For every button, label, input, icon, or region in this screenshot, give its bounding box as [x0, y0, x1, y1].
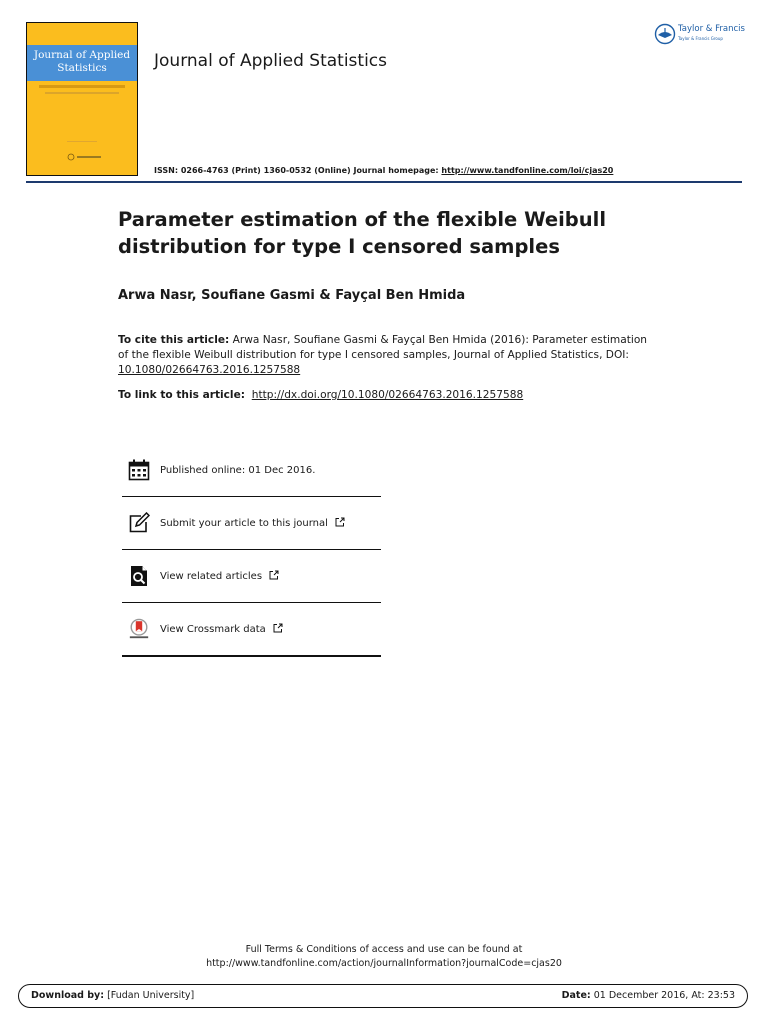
journal-cover-image [26, 22, 138, 176]
related-articles-icon [128, 565, 150, 587]
article-actions [122, 444, 381, 657]
issn-line [154, 166, 613, 175]
related-articles-link[interactable] [122, 550, 381, 603]
download-label: Download by: [31, 990, 105, 1001]
journal-name: Journal of Applied Statistics [154, 51, 388, 71]
cover-publisher-logo-icon [67, 153, 103, 161]
external-link-icon [335, 517, 345, 527]
article-url-link[interactable]: http://dx.doi.org/10.1080/02664763.2016.1257588 [251, 389, 524, 401]
terms-url[interactable]: http://www.tandfonline.com/action/journalInformation?journalCode=cjas20 [206, 958, 562, 969]
journal-homepage-link[interactable]: http://www.tandfonline.com/loi/cjas20 [441, 166, 614, 175]
publisher-logo[interactable] [652, 20, 752, 50]
edit-icon [128, 512, 150, 534]
crossmark-label [160, 623, 283, 635]
date-label: Date: [561, 990, 591, 1001]
article-authors: Arwa Nasr, Soufiane Gasmi & Fayçal Ben Hmida [118, 288, 466, 303]
download-by [31, 990, 194, 1001]
related-articles-label [160, 570, 279, 582]
download-info-bar [18, 984, 748, 1008]
external-link-icon [273, 623, 283, 633]
crossmark-link[interactable] [122, 603, 381, 657]
related-articles-text: View related articles [160, 571, 263, 582]
terms-line: Full Terms & Conditions of access and use can be found at [245, 944, 523, 955]
publisher-group: Taylor & Francis Group [678, 36, 723, 41]
cover-decoration [45, 92, 119, 94]
publisher-name: Taylor & Francis [678, 24, 745, 34]
cover-decoration [67, 141, 97, 142]
date-value: 01 December 2016, At: 23:53 [590, 990, 735, 1001]
external-link-icon [269, 570, 279, 580]
doi-link[interactable]: 10.1080/02664763.2016.1257588 [118, 364, 301, 376]
cover-decoration [39, 85, 125, 88]
crossmark-icon [128, 618, 150, 640]
cite-text: Arwa Nasr, Soufiane Gasmi & Fayçal Ben Hmida (2016): Parameter estimation of the flexible Weibull distribution for type I censored samples, Journal of Applied Statistics, DOI: [118, 334, 648, 361]
link-label: To link to this article: [118, 389, 245, 401]
submit-article-label [160, 517, 345, 529]
issn-text: ISSN: 0266-4763 (Print) 1360-0532 (Online) Journal homepage: [154, 166, 442, 175]
article-title: Parameter estimation of the flexible Weibull distribution for type I censored samples [118, 208, 607, 258]
cite-label: To cite this article: [118, 334, 230, 346]
taylor-francis-icon [654, 23, 676, 45]
article-link-line [118, 389, 523, 401]
terms-notice [0, 943, 768, 971]
submit-article-link[interactable] [122, 497, 381, 550]
cover-title: Journal of Applied Statistics [27, 45, 137, 81]
published-online-item [122, 444, 381, 497]
download-value: [Fudan University] [104, 990, 195, 1001]
calendar-icon [128, 459, 150, 481]
crossmark-text: View Crossmark data [160, 624, 266, 635]
header-divider [26, 181, 742, 183]
download-date [562, 990, 735, 1001]
citation [118, 333, 648, 378]
submit-article-text: Submit your article to this journal [160, 518, 328, 529]
published-online-label: Published online: 01 Dec 2016. [160, 464, 316, 476]
